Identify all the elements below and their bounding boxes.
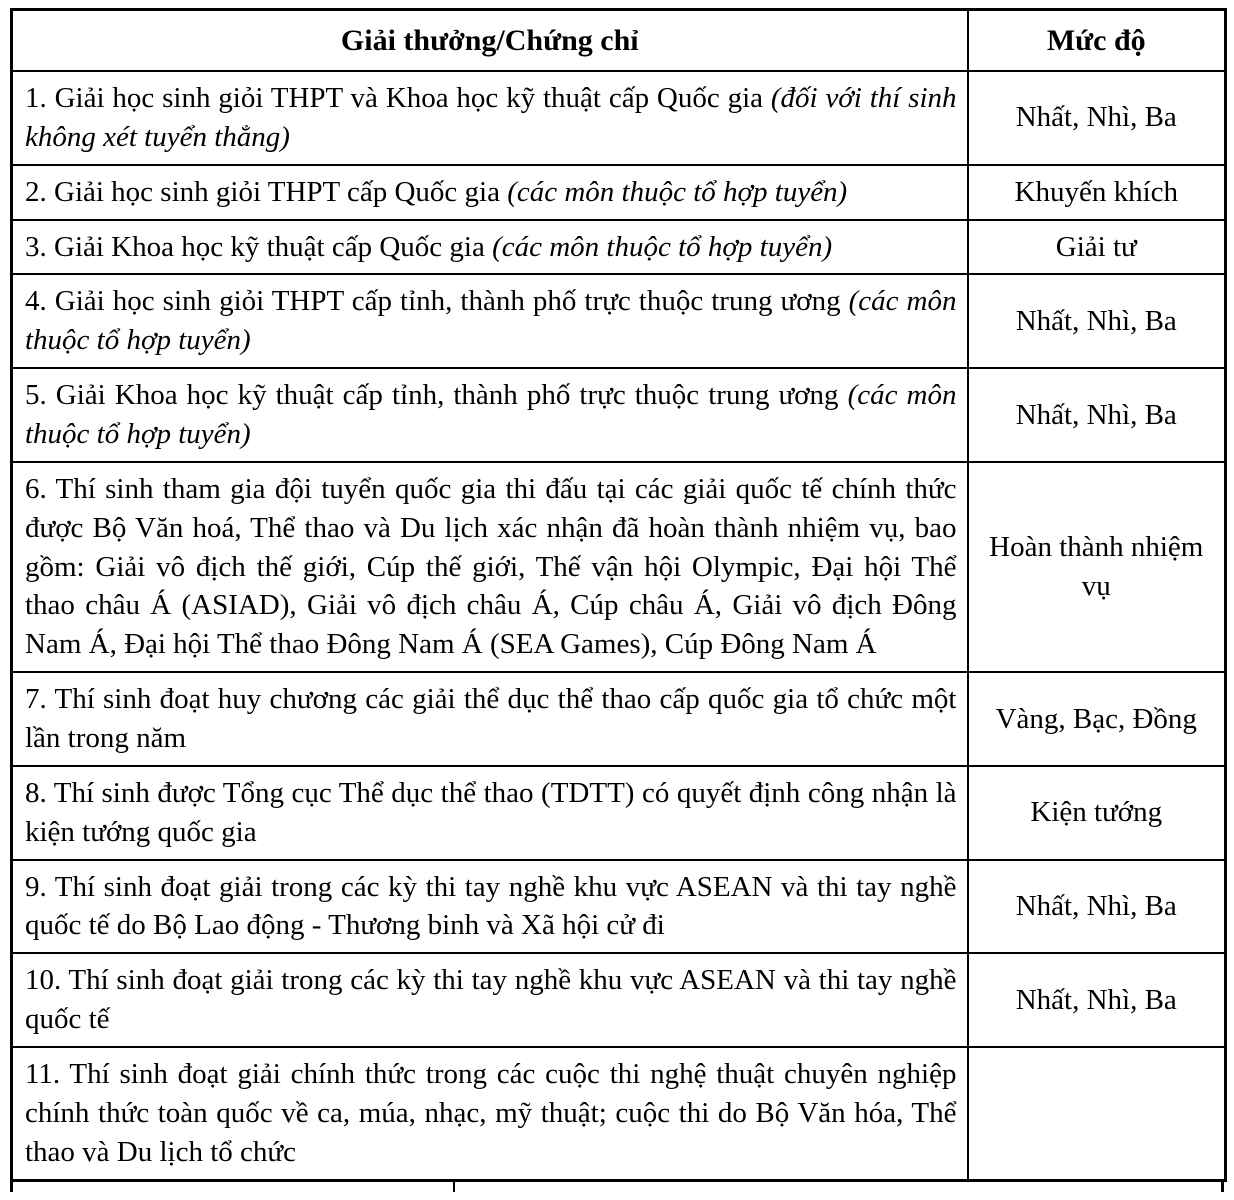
award-text: 2. Giải học sinh giỏi THPT cấp Quốc gia [25,175,508,208]
award-cell [12,860,968,954]
award-text: 10. Thí sinh đoạt giải trong các kỳ thi tay nghề khu vực ASEAN và thi tay nghề quốc tế [25,964,957,1036]
level-cell: Nhất, Nhì, Ba [968,368,1226,462]
award-text: 7. Thí sinh đoạt huy chương các giải thể dục thể thao cấp quốc gia tổ chức một lần trong năm [25,683,957,755]
award-cell [12,766,968,860]
award-cell [12,368,968,462]
next-table-column-divider [453,1182,455,1192]
award-text-italic: (các môn thuộc tổ hợp tuyển) [492,230,833,263]
table-row [12,71,1226,165]
table-row [12,462,1226,672]
level-cell: Khuyến khích [968,165,1226,220]
level-cell: Giải tư [968,220,1226,275]
level-cell: Nhất, Nhì, Ba [968,953,1226,1047]
table-row [12,672,1226,766]
awards-table-body [12,71,1226,1180]
award-text: 4. Giải học sinh giỏi THPT cấp tỉnh, thành phố trực thuộc trung ương [25,285,849,318]
awards-table-wrapper [10,8,1224,1182]
award-text: 3. Giải Khoa học kỹ thuật cấp Quốc gia [25,230,493,263]
table-row [12,766,1226,860]
award-cell [12,165,968,220]
award-cell [12,953,968,1047]
header-row [12,10,1226,72]
table-row [12,220,1226,275]
award-text: 9. Thí sinh đoạt giải trong các kỳ thi tay nghề khu vực ASEAN và thi tay nghề quốc tế do Bộ Lao động - Thương binh và Xã hội cử đi [25,870,957,942]
level-cell [968,1047,1226,1180]
level-column-header: Mức độ [968,10,1226,72]
table-row [12,860,1226,954]
level-cell: Nhất, Nhì, Ba [968,274,1226,368]
award-cell [12,1047,968,1180]
award-cell [12,220,968,275]
award-text: 1. Giải học sinh giỏi THPT và Khoa học kỹ thuật cấp Quốc gia [25,82,771,114]
level-cell: Nhất, Nhì, Ba [968,71,1226,165]
award-cell [12,462,968,672]
award-text-italic: (đối với thí sinh không xét tuyển thẳng) [25,82,957,153]
award-text: 6. Thí sinh tham gia đội tuyển quốc gia thi đấu tại các giải quốc tế chính thức được Bộ Văn hoá, Thể thao và Du lịch xác nhận đã hoàn thành nhiệm vụ, bao gồm: Giải vô địch thế giới, Cúp thế giới, Thế vận hội Olympic, Đại hội Thể thao châu Á (ASIAD), Giải vô địch châu Á, Cúp châu Á, Giải vô địch Đông Nam Á, Đại hội Thể thao Đông Nam Á (SEA Games), Cúp Đông Nam Á [25,472,957,661]
award-cell [12,672,968,766]
award-text: 11. Thí sinh đoạt giải chính thức trong các cuộc thi nghệ thuật chuyên nghiệp chính thức toàn quốc về ca, múa, nhạc, mỹ thuật; cuộc thi do Bộ Văn hóa, Thể thao và Du lịch tổ chức [25,1058,957,1168]
table-row [12,165,1226,220]
level-cell: Kiện tướng [968,766,1226,860]
award-cell [12,274,968,368]
award-cell [12,71,968,165]
table-row [12,274,1226,368]
level-cell: Vàng, Bạc, Đồng [968,672,1226,766]
awards-table [10,8,1227,1182]
award-text-italic: (các môn thuộc tổ hợp tuyển) [25,379,957,451]
award-text-italic: (các môn thuộc tổ hợp tuyển) [25,285,957,357]
award-column-header: Giải thưởng/Chứng chỉ [12,10,968,72]
table-row [12,953,1226,1047]
table-row [12,1047,1226,1180]
level-cell: Nhất, Nhì, Ba [968,860,1226,954]
table-row [12,368,1226,462]
award-text-italic: (các môn thuộc tổ hợp tuyển) [507,175,848,208]
award-text: 5. Giải Khoa học kỹ thuật cấp tỉnh, thành phố trực thuộc trung ương [25,379,848,412]
level-cell: Hoàn thành nhiệm vụ [968,462,1226,672]
next-table-sliver [10,1182,1224,1192]
award-text: 8. Thí sinh được Tổng cục Thể dục thể thao (TDTT) có quyết định công nhận là kiện tướng quốc gia [25,776,957,848]
